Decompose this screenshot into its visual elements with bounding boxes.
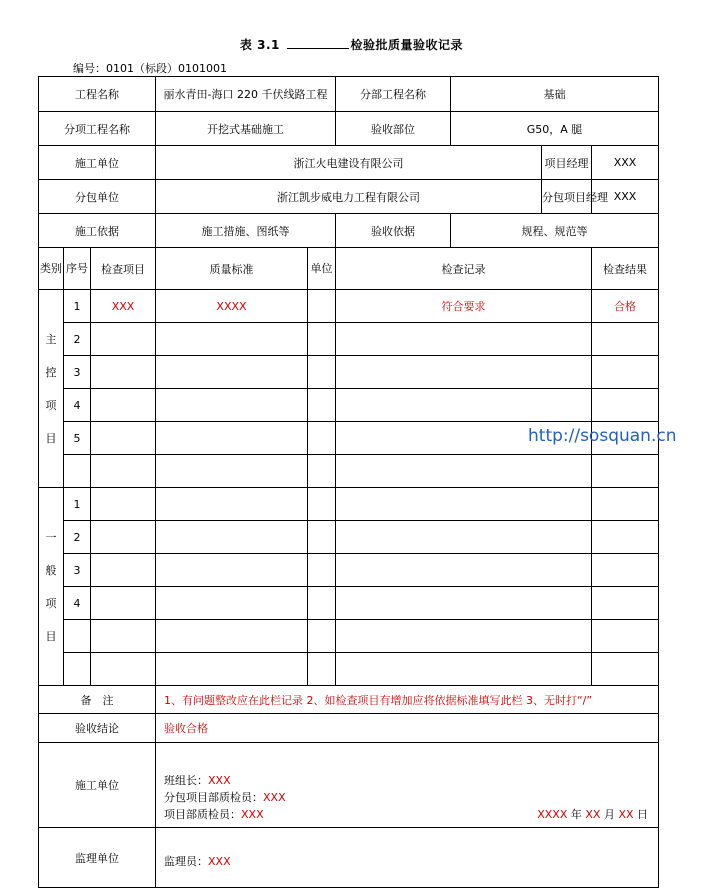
main-record xyxy=(336,389,592,422)
general-standard xyxy=(156,587,308,620)
title-suffix: 检验批质量验收记录 xyxy=(350,38,464,52)
general-seq xyxy=(64,653,91,686)
basis-value: 施工措施、图纸等 xyxy=(156,214,336,248)
title-prefix: 表 3.1 xyxy=(239,38,280,52)
general-unit xyxy=(308,521,336,554)
table-row xyxy=(39,521,659,554)
general-record xyxy=(336,620,592,653)
general-result xyxy=(592,554,659,587)
general-seq xyxy=(64,620,91,653)
general-result xyxy=(592,488,659,521)
general-unit xyxy=(308,620,336,653)
accept-part-value: G50，A 腿 xyxy=(451,112,659,146)
supervise-block xyxy=(156,828,659,888)
sign-date: XXXX 年 XX 月 XX 日 xyxy=(537,808,649,821)
main-seq: 2 xyxy=(64,323,91,356)
general-result xyxy=(592,653,659,686)
general-record xyxy=(336,653,592,686)
general-standard xyxy=(156,521,308,554)
main-standard xyxy=(156,389,308,422)
pm-label: 项目经理 xyxy=(542,146,592,180)
supervise-label: 监理单位 xyxy=(39,828,156,888)
general-seq: 3 xyxy=(64,554,91,587)
main-unit xyxy=(308,389,336,422)
table-row xyxy=(39,356,659,389)
main-control-label: 主控项目 xyxy=(39,290,64,488)
general-label: 一般项目 xyxy=(39,488,64,686)
sub-inspector-line: 分包项目部质检员：XXX xyxy=(164,791,286,804)
main-unit xyxy=(308,290,336,323)
team-leader-line: 班组长：XXX xyxy=(164,774,231,787)
general-result xyxy=(592,620,659,653)
project-name-value: 丽水青田-海口 220 千伏线路工程 xyxy=(156,77,336,112)
project-name-label: 工程名称 xyxy=(39,77,156,112)
main-seq: 4 xyxy=(64,389,91,422)
construct-unit-value: 浙江火电建设有限公司 xyxy=(156,146,542,180)
main-item xyxy=(91,422,156,455)
header-record: 检查记录 xyxy=(336,248,592,290)
accept-part-label: 验收部位 xyxy=(336,112,451,146)
accept-basis-value: 规程、规范等 xyxy=(451,214,659,248)
watermark-text: http://sosquan.cn xyxy=(528,426,677,446)
sub-project-value: 基础 xyxy=(451,77,659,112)
form-code: 编号：0101（标段）0101001 xyxy=(73,62,227,75)
main-item: XXX xyxy=(91,290,156,323)
general-unit xyxy=(308,488,336,521)
general-standard xyxy=(156,653,308,686)
main-record: 符合要求 xyxy=(336,290,592,323)
general-record xyxy=(336,554,592,587)
header-category: 类别 xyxy=(39,248,64,290)
general-item xyxy=(91,554,156,587)
general-seq: 4 xyxy=(64,587,91,620)
general-standard xyxy=(156,488,308,521)
form-title xyxy=(0,36,703,53)
conclusion-label: 验收结论 xyxy=(39,714,156,743)
supervisor-value: XXX xyxy=(208,855,231,868)
main-result xyxy=(592,389,659,422)
main-item xyxy=(91,455,156,488)
construct-unit-label: 施工单位 xyxy=(39,146,156,180)
main-standard xyxy=(156,455,308,488)
general-unit xyxy=(308,587,336,620)
basis-label: 施工依据 xyxy=(39,214,156,248)
item-project-label: 分项工程名称 xyxy=(39,112,156,146)
general-standard xyxy=(156,620,308,653)
table-row xyxy=(39,323,659,356)
general-standard xyxy=(156,554,308,587)
main-record xyxy=(336,455,592,488)
main-result xyxy=(592,356,659,389)
main-result xyxy=(592,455,659,488)
table-row xyxy=(39,620,659,653)
title-blank xyxy=(287,39,349,49)
pm-value: XXX xyxy=(592,146,659,180)
table-row xyxy=(39,554,659,587)
table-row xyxy=(39,653,659,686)
table-row xyxy=(39,587,659,620)
table-row xyxy=(39,455,659,488)
main-seq: 5 xyxy=(64,422,91,455)
general-seq: 2 xyxy=(64,521,91,554)
main-unit xyxy=(308,422,336,455)
general-item xyxy=(91,488,156,521)
general-record xyxy=(336,521,592,554)
remarks-value: 1、有问题整改应在此栏记录 2、如检查项目有增加应将依据标准填写此栏 3、无时打“/” xyxy=(156,686,659,714)
table-row xyxy=(39,488,659,521)
main-seq: 3 xyxy=(64,356,91,389)
sub-project-label: 分部工程名称 xyxy=(336,77,451,112)
table-row xyxy=(39,389,659,422)
main-result: 合格 xyxy=(592,290,659,323)
main-standard: XXXX xyxy=(156,290,308,323)
main-standard xyxy=(156,422,308,455)
general-result xyxy=(592,521,659,554)
main-result xyxy=(592,323,659,356)
table-row xyxy=(39,290,659,323)
supervisor-line: 监理员：XXX xyxy=(164,855,231,868)
team-leader-value: XXX xyxy=(208,774,231,787)
general-item xyxy=(91,653,156,686)
remarks-label: 备 注 xyxy=(39,686,156,714)
header-result: 检查结果 xyxy=(592,248,659,290)
main-item xyxy=(91,356,156,389)
accept-basis-label: 验收依据 xyxy=(336,214,451,248)
main-item xyxy=(91,323,156,356)
main-item xyxy=(91,389,156,422)
main-record xyxy=(336,323,592,356)
header-check-item: 检查项目 xyxy=(91,248,156,290)
subcontract-value: 浙江凯步威电力工程有限公司 xyxy=(156,180,542,214)
general-item xyxy=(91,587,156,620)
header-standard: 质量标准 xyxy=(156,248,308,290)
item-project-value: 开挖式基础施工 xyxy=(156,112,336,146)
general-item xyxy=(91,521,156,554)
main-unit xyxy=(308,356,336,389)
general-record xyxy=(336,488,592,521)
general-result xyxy=(592,587,659,620)
general-item xyxy=(91,620,156,653)
construct-sign-label: 施工单位 xyxy=(39,743,156,828)
inspector-value: XXX xyxy=(241,808,264,821)
subcontract-label: 分包单位 xyxy=(39,180,156,214)
construct-sign-block xyxy=(156,743,659,828)
main-unit xyxy=(308,455,336,488)
header-seq: 序号 xyxy=(64,248,91,290)
main-record xyxy=(336,356,592,389)
main-unit xyxy=(308,323,336,356)
main-standard xyxy=(156,323,308,356)
sub-pm-value: XXX xyxy=(592,180,659,214)
inspector-line: 项目部质检员：XXX XXXX 年 XX 月 XX 日 xyxy=(164,808,649,821)
sub-inspector-value: XXX xyxy=(263,791,286,804)
general-record xyxy=(336,587,592,620)
main-seq xyxy=(64,455,91,488)
general-seq: 1 xyxy=(64,488,91,521)
header-unit: 单位 xyxy=(308,248,336,290)
conclusion-value: 验收合格 xyxy=(156,714,659,743)
inspection-table xyxy=(38,76,659,888)
general-unit xyxy=(308,554,336,587)
general-unit xyxy=(308,653,336,686)
main-seq: 1 xyxy=(64,290,91,323)
main-standard xyxy=(156,356,308,389)
sub-pm-label: 分包项目经理 xyxy=(542,180,592,214)
